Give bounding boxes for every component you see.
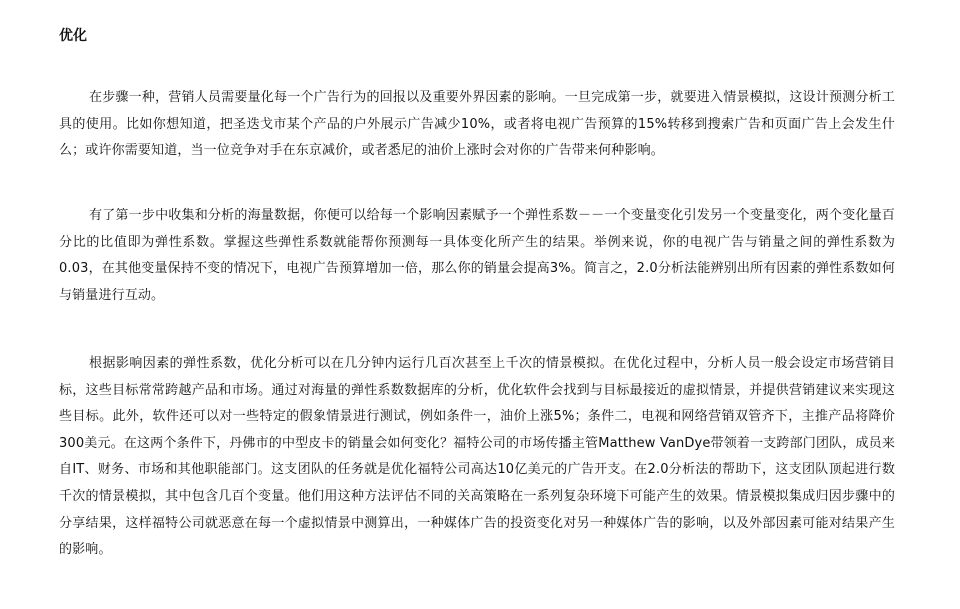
paragraph-1: 在步骤一种，营销人员需要量化每一个广告行为的回报以及重要外界因素的影响。一旦完成第一步，就要进入情景模拟，这设计预测分析工具的使用。比如你想知道，把圣迭戈市某个产品的户外展示广告减少10%，或者将电视广告预算的15%转移到搜索广告和页面广告上会发生什么；或许你需要知道，当一位竞争对手在东京减价，或者悉尼的油价上涨时会对你的广告带来何种影响。 xyxy=(59,90,895,159)
section-title: 优化 xyxy=(59,28,87,44)
paragraph-3: 根据影响因素的弹性系数，优化分析可以在几分钟内运行几百次甚至上千次的情景模拟。在优化过程中，分析人员一般会设定市场营销目标，这些目标常常跨越产品和市场。通过对海量的弹性系数数据库的分析，优化软件会找到与目标最接近的虚拟情景，并提供营销建议来实现这些目标。此外，软件还可以对一些特定的假象情景进行测试，例如条件一，油价上涨5%；条件二，电视和网络营销双管齐下，主推产品将降价300美元。在这两个条件下，丹佛市的中型皮卡的销量会如何变化？福特公司的市场传播主管Matthew VanDye带领着一支跨部门团队，成员来自IT、财务、市场和其他职能部门。这支团队的任务就是优化福特公司高达10亿美元的广告开支。在2.0分析法的帮助下，这支团队顶起进行数千次的情景模拟，其中包含几百个变量。他们用这种方法评估不同的关高策略在一系列复杂环境下可能产生的效果。情景模拟集成归因步骤中的分享结果，这样福特公司就恶意在每一个虚拟情景中测算出，一种媒体广告的投资变化对另一种媒体广告的影响，以及外部因素可能对结果产生的影响。 xyxy=(59,356,895,558)
paragraph-2: 有了第一步中收集和分析的海量数据，你便可以给每一个影响因素赋予一个弹性系数－－一个变量变化引发另一个变量变化，两个变化量百分比的比值即为弹性系数。掌握这些弹性系数就能帮你预测每一具体变化所产生的结果。举例来说，你的电视广告与销量之间的弹性系数为0.03，在其他变量保持不变的情况下，电视广告预算增加一倍，那么你的销量会提高3%。简言之，2.0分析法能辨别出所有因素的弹性系数如何与销量进行互动。 xyxy=(59,208,895,303)
